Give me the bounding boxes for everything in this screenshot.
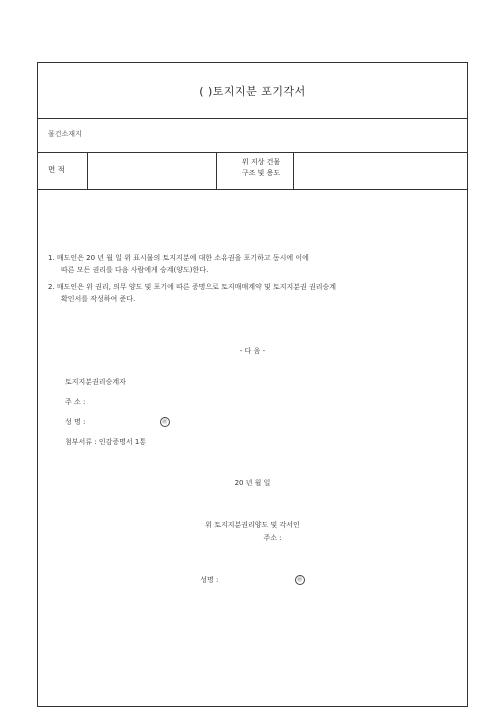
area-row [38,152,467,190]
signer-name-label: 성명 : [200,576,219,584]
signer-seal-mark: ㊞ [295,575,305,585]
form-title: ( )토지지분 포기각서 [199,85,306,98]
clause-2-line-2: 확인서를 작성하여 준다. [61,295,136,303]
area-label: 면 적 [48,165,65,174]
title-row [38,63,467,119]
clause-1-line-2: 따른 모든 권리를 다음 사람에게 승계(양도)한다. [61,266,209,274]
clause-2-line-1: 2. 매도인은 위 권리, 의무 양도 및 포기에 따른 증명으로 토지매매계약 및 토지지분권 권리승계 [48,283,337,291]
area-divider [87,152,88,189]
property-location-label: 물건소재지 [48,130,82,138]
building-label-line2: 구조 및 용도 [241,169,281,177]
form-frame [37,62,468,707]
building-divider-left [216,152,217,189]
property-location-row [38,118,467,153]
signer-title: 위 토지지분권리양도 및 각서인 [205,521,300,529]
clause-2 [48,281,458,305]
clause-1 [48,252,458,276]
successor-address-label: 주 소 : [65,398,86,406]
clause-1-line-1: 1. 매도인은 20 년 월 일 위 표시물의 토지지분에 대한 소유권을 포기하고 동시에 이에 [48,254,309,262]
successor-label: 토지지분권리승계자 [65,378,126,386]
signer-address-label: 주소 : [263,534,282,542]
successor-name-line [65,417,170,427]
building-label [228,157,294,179]
successor-seal-mark: ㊞ [160,417,170,427]
date-line: 20 년 월 일 [234,479,271,487]
building-divider-right [293,152,294,189]
next-heading: - 다 음 - [239,347,266,355]
attachment-line: 첨부서류 : 인감증명서 1통 [65,438,147,446]
signer-name-line [38,575,467,585]
building-label-line1: 위 지상 건물 [241,158,281,166]
successor-name-label: 성 명 : [65,418,86,426]
